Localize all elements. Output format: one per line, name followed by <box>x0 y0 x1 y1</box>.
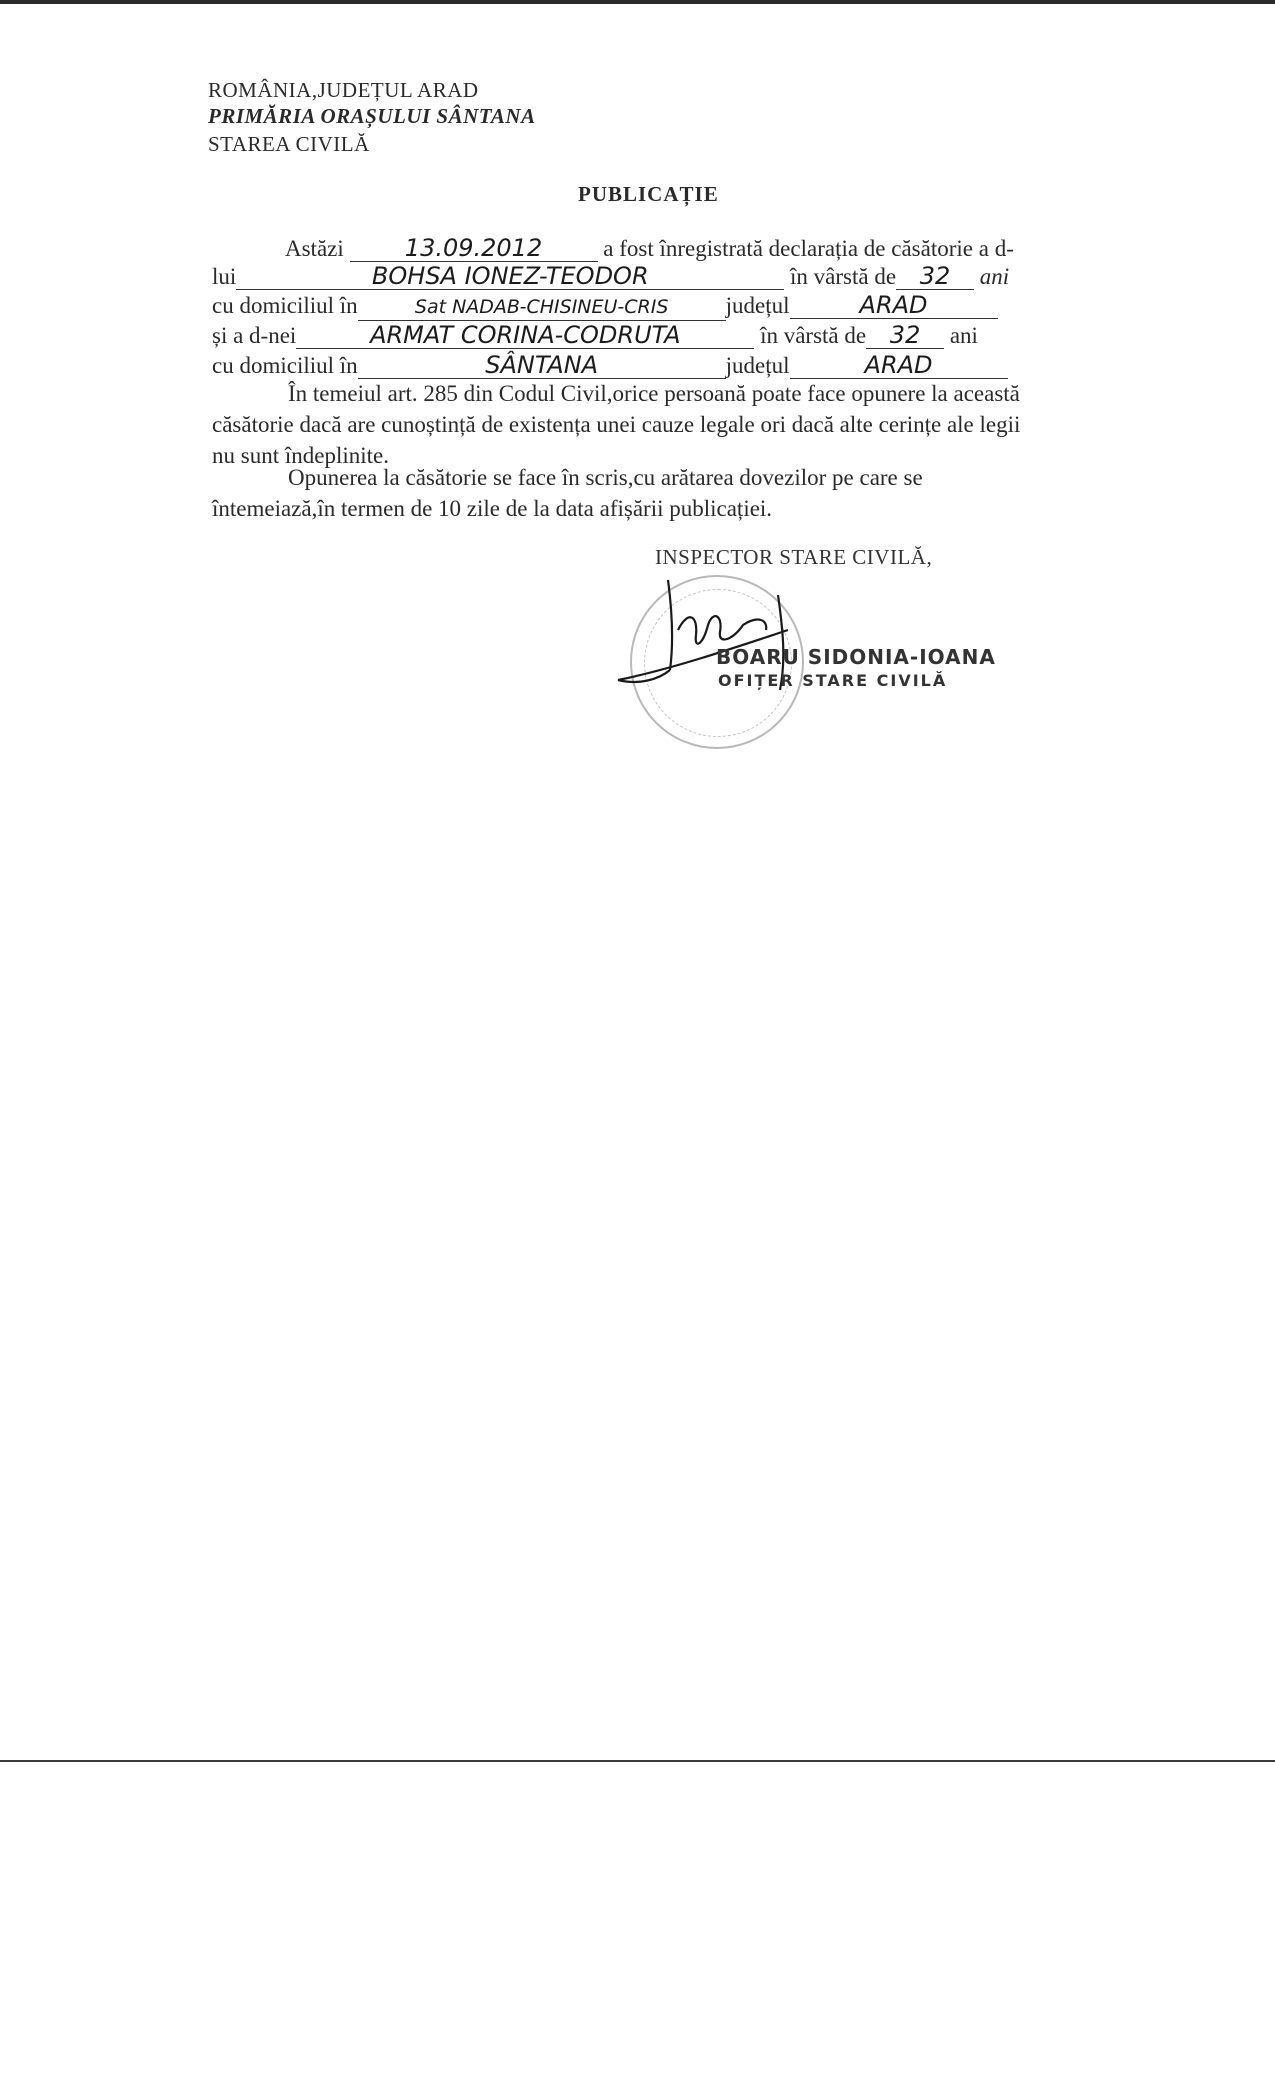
bride-domicile-label: cu domiciliul în <box>212 353 358 378</box>
signature-block <box>600 545 1020 745</box>
dnei-label: și a d-nei <box>212 323 297 348</box>
lui-label: lui <box>212 264 237 289</box>
header-department: STAREA CIVILĂ <box>208 132 370 156</box>
groom-county-field: ARAD <box>790 292 998 319</box>
header-country: ROMÂNIA,JUDEȚUL ARAD <box>208 78 479 102</box>
form-line-groom <box>212 263 1009 290</box>
form-line-bride <box>212 322 978 349</box>
bride-county-label: județul <box>725 353 790 378</box>
groom-county-label: județul <box>725 293 790 318</box>
form-line-groom-domicile <box>212 292 998 321</box>
date-field: 13.09.2012 <box>350 235 598 262</box>
bride-ani-label: ani <box>949 323 978 348</box>
opposition-paragraph: Opunerea la căsătorie se face în scris,cu arătarea dovezilor pe care se întemeiază,în termen de 10 zile de la data afișării publicației. <box>212 465 923 521</box>
scan-top-edge <box>0 0 1275 4</box>
scan-page-edge <box>0 1760 1275 1762</box>
bride-name-field: ARMAT CORINA-CODRUTA <box>296 322 754 349</box>
groom-domicile-label: cu domiciliul în <box>212 293 358 318</box>
officer-title: OFIȚER STARE CIVILĂ <box>718 671 948 690</box>
bride-domicile-field: SÂNTANA <box>358 352 726 379</box>
bride-county-field: ARAD <box>790 352 1008 379</box>
form-line-date <box>285 235 1014 262</box>
groom-age-label: în vârstă de <box>790 264 897 289</box>
groom-age-field: 32 <box>896 263 974 290</box>
form-line-bride-domicile <box>212 352 1008 379</box>
bride-age-label: în vârstă de <box>760 323 867 348</box>
groom-domicile-field: Sat NADAB-CHISINEU-CRIS <box>358 294 726 321</box>
header-city-hall: PRIMĂRIA ORAȘULUI SÂNTANA <box>208 104 536 128</box>
bride-age-field: 32 <box>866 322 944 349</box>
groom-name-field: BOHSA IONEZ-TEODOR <box>236 263 784 290</box>
officer-name: BOARU SIDONIA-IOANA <box>716 645 996 669</box>
document-title: PUBLICAȚIE <box>578 182 719 206</box>
astazi-label: Astăzi <box>285 236 344 261</box>
legal-paragraph: În temeiul art. 285 din Codul Civil,orice persoană poate face opunere la această căsătorie dacă are cunoștință de existența unei cauze legale ori dacă alte cerințe ale legii nu sunt îndeplinite. <box>212 381 1021 468</box>
registered-text: a fost înregistrată declarația de căsătorie a d- <box>603 236 1014 261</box>
inspector-role: INSPECTOR STARE CIVILĂ, <box>655 545 933 569</box>
groom-ani-label: ani <box>979 264 1010 289</box>
